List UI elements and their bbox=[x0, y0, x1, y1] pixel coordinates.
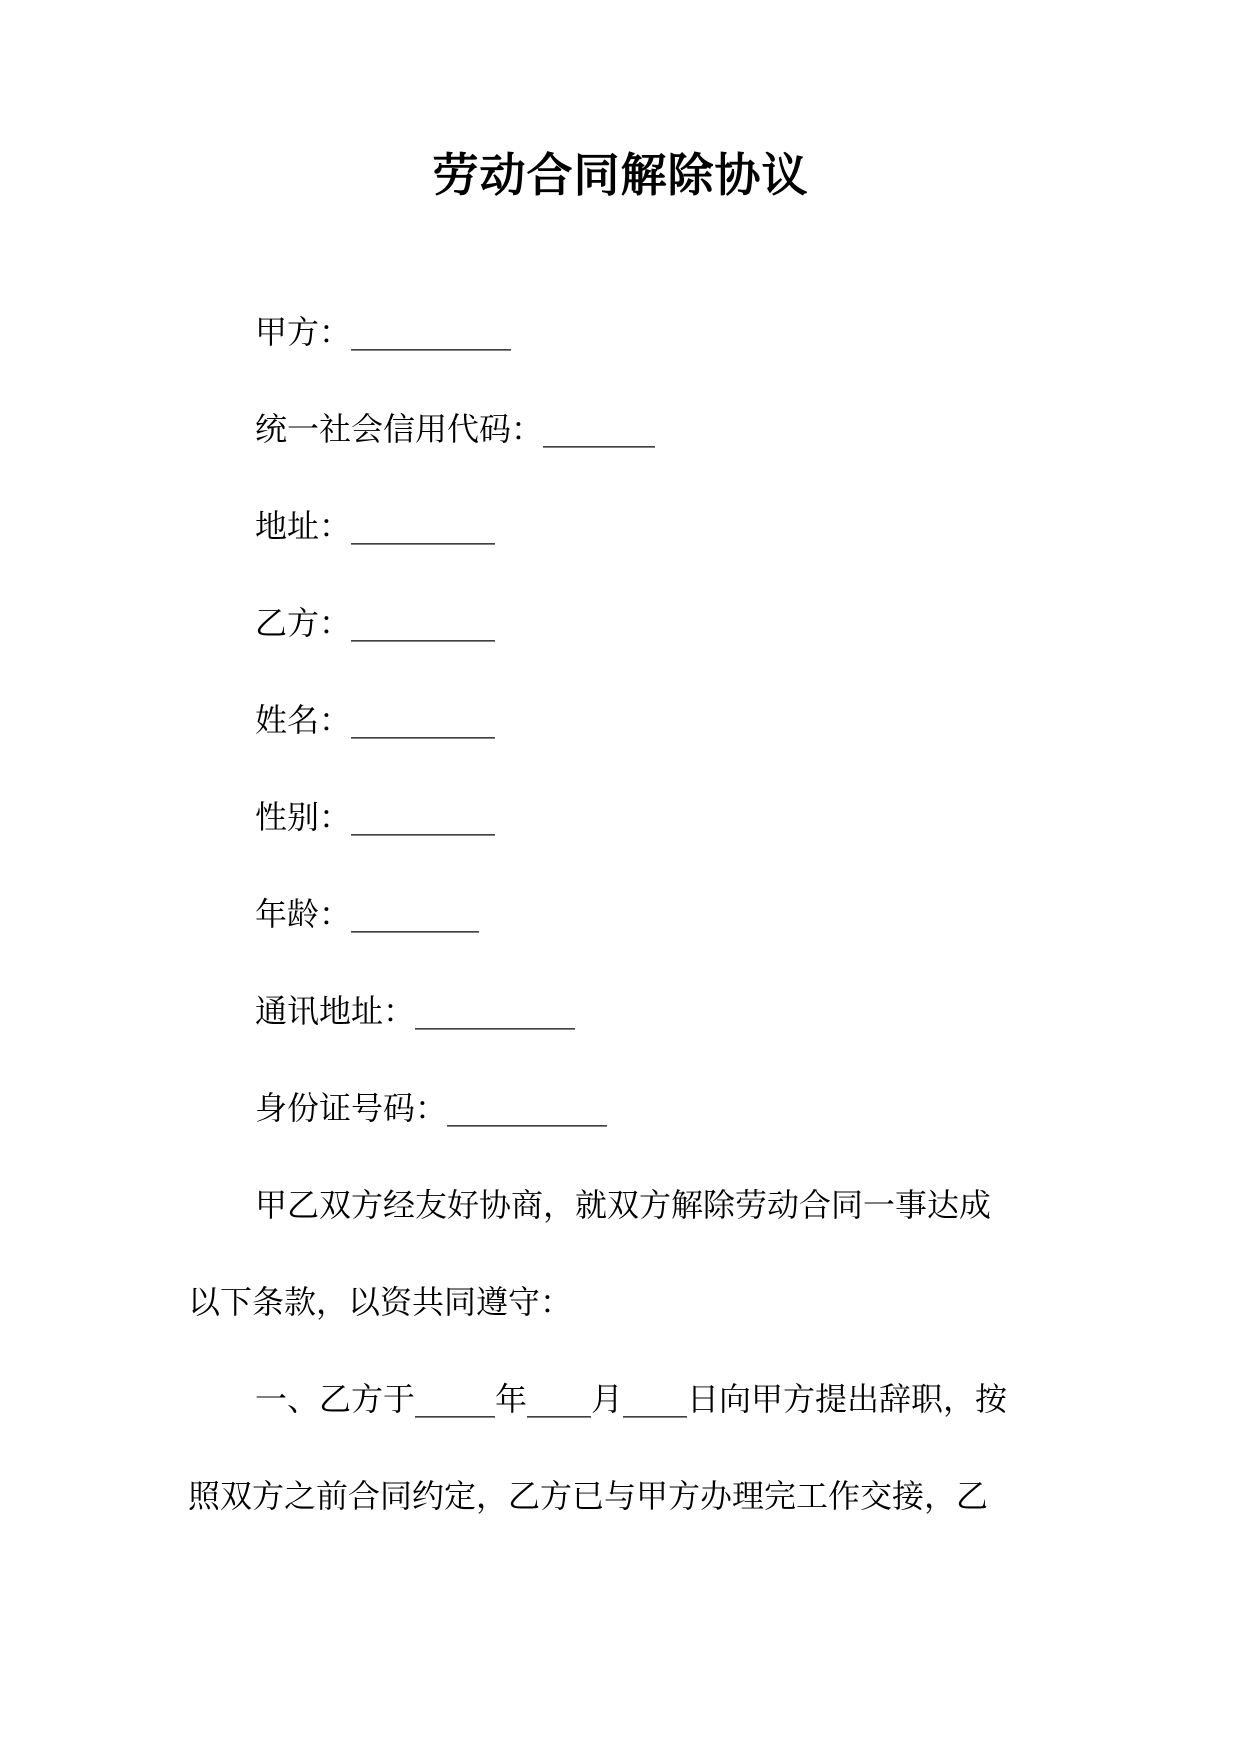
mailing-address-field: 通讯地址：__________ bbox=[255, 992, 576, 1030]
credit-code-field: 统一社会信用代码：_______ bbox=[255, 410, 656, 448]
party-b-field: 乙方：_________ bbox=[255, 604, 496, 642]
clause-1-line-2: 照双方之前合同约定，乙方已与甲方办理完工作交接，乙 bbox=[188, 1477, 989, 1515]
gender-field: 性别：_________ bbox=[255, 798, 496, 836]
document-title: 劳动合同解除协议 bbox=[432, 148, 809, 202]
intro-line-2: 以下条款，以资共同遵守： bbox=[188, 1283, 573, 1321]
age-field: 年龄：________ bbox=[255, 895, 480, 933]
id-number-field: 身份证号码：__________ bbox=[255, 1089, 608, 1127]
intro-line-1: 甲乙双方经友好协商，就双方解除劳动合同一事达成 bbox=[255, 1186, 992, 1224]
name-field: 姓名：_________ bbox=[255, 701, 496, 739]
party-a-field: 甲方：__________ bbox=[255, 313, 512, 351]
address-field: 地址：_________ bbox=[255, 507, 496, 545]
clause-1-line-1: 一、乙方于_____年____月____日向甲方提出辞职，按 bbox=[255, 1380, 1008, 1418]
